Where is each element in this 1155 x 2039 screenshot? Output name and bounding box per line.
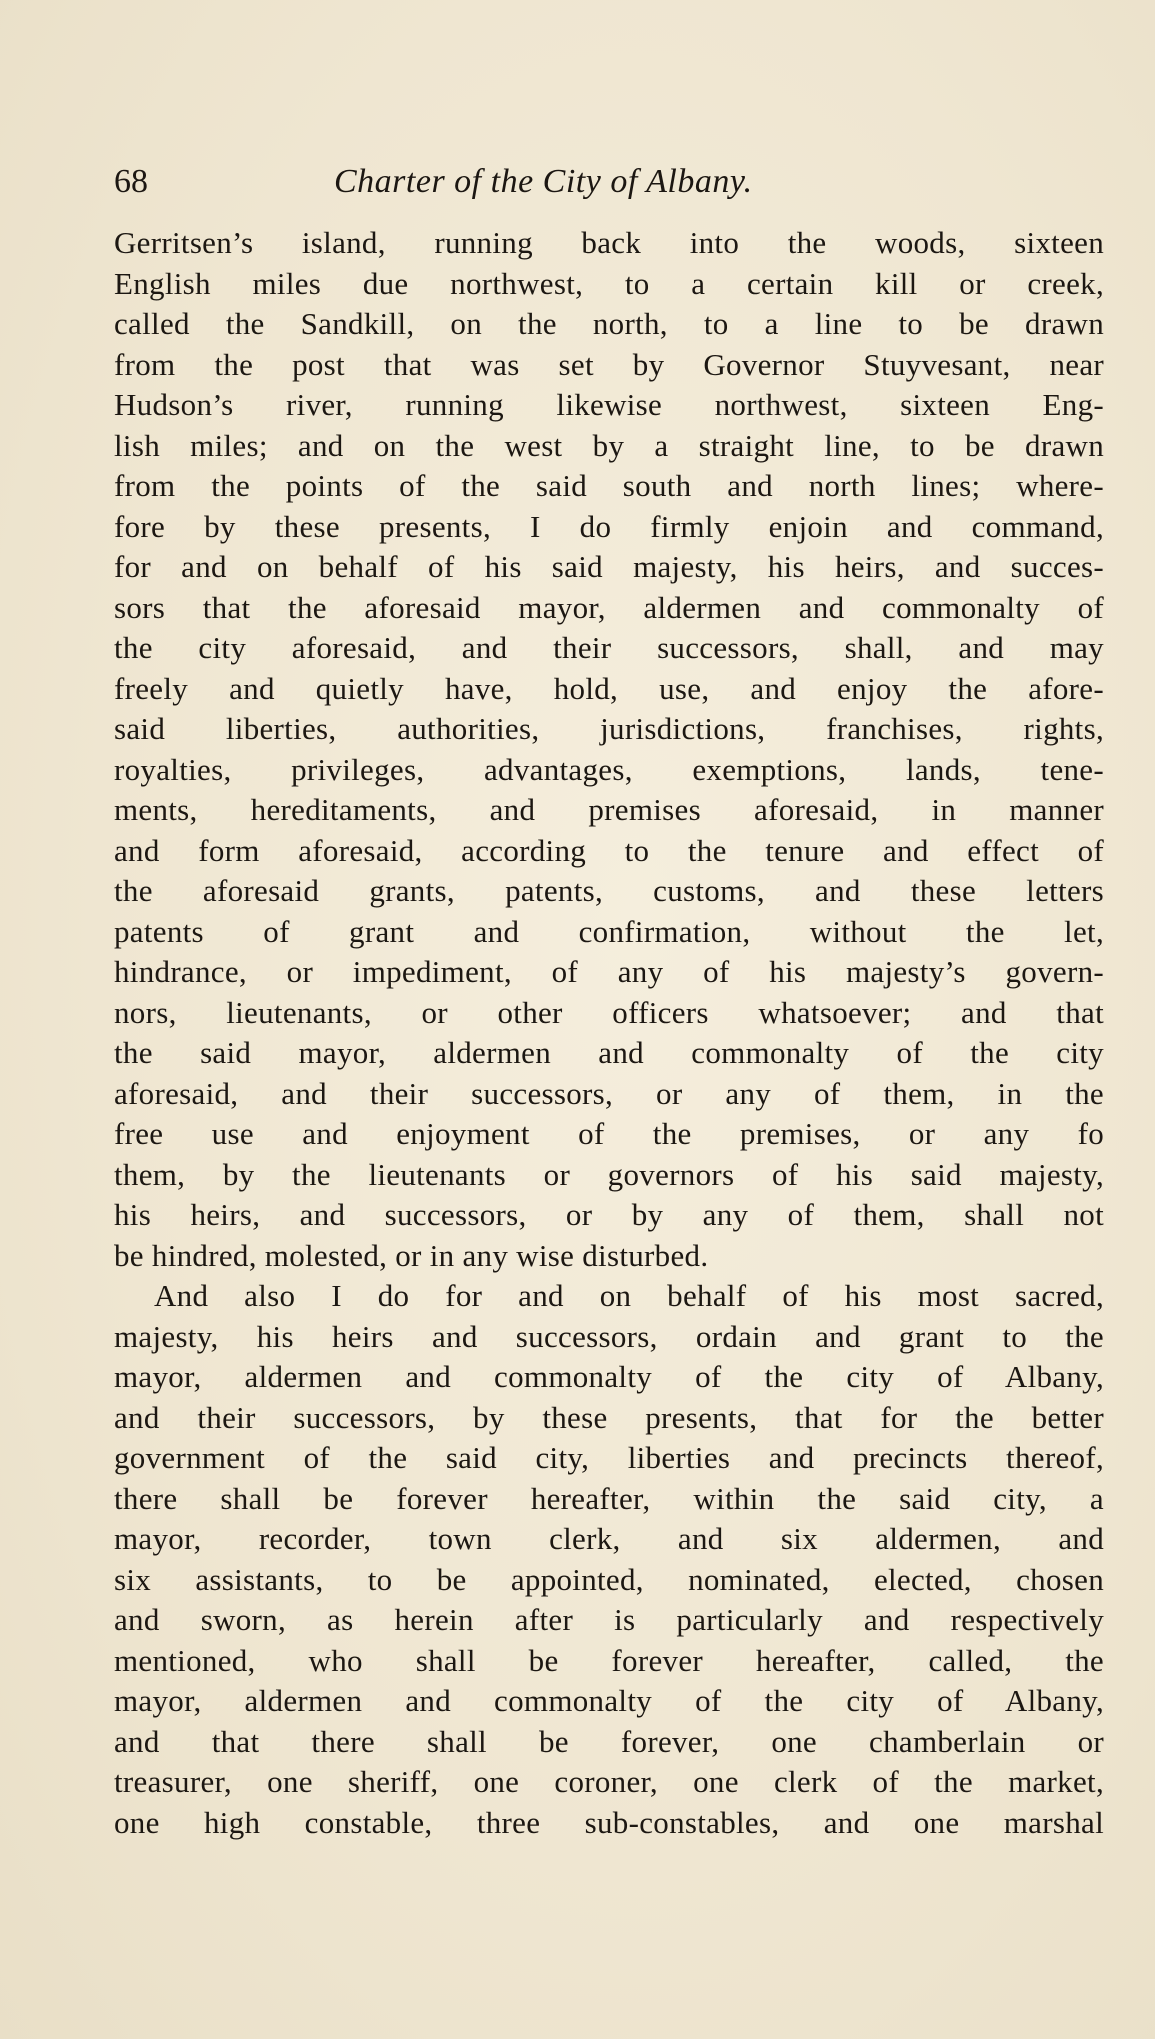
text-line: for and on behalf of his said majesty, his heirs, and succes-: [114, 549, 1104, 584]
body-text: [114, 223, 1104, 1843]
page-number: 68: [114, 163, 148, 200]
text-line: government of the said city, liberties and precincts thereof,: [114, 1440, 1104, 1475]
text-line: sors that the aforesaid mayor, aldermen and commonalty of: [114, 589, 1104, 625]
text-line: from the post that was set by Governor Stuyvesant, near: [114, 346, 1104, 382]
text-line: said liberties, authorities, jurisdictions, franchises, rights,: [114, 711, 1104, 746]
text-line: mayor, aldermen and commonalty of the city of Albany,: [114, 1359, 1104, 1394]
text-line: lish miles; and on the west by a straight line, to be drawn: [114, 427, 1104, 463]
text-line: Hudson’s river, running likewise northwest, sixteen Eng-: [114, 387, 1104, 422]
text-line: his heirs, and successors, or by any of them, shall not: [114, 1197, 1104, 1232]
text-line: majesty, his heirs and successors, ordain and grant to the: [114, 1318, 1104, 1354]
text-line: called the Sandkill, on the north, to a line to be drawn: [114, 306, 1104, 341]
text-line: aforesaid, and their successors, or any of them, in the: [114, 1075, 1104, 1111]
text-line: ments, hereditaments, and premises aforesaid, in manner: [114, 792, 1104, 827]
text-line: freely and quietly have, hold, use, and enjoy the afore-: [114, 670, 1104, 706]
text-line: and their successors, by these presents, that for the better: [114, 1399, 1104, 1435]
running-title: Charter of the City of Albany.: [334, 163, 753, 200]
text-line: the aforesaid grants, patents, customs, and these letters: [114, 873, 1104, 908]
text-line: free use and enjoyment of the premises, or any fo: [114, 1116, 1104, 1151]
text-line: treasurer, one sheriff, one coroner, one clerk of the market,: [114, 1764, 1104, 1799]
text-line: And also I do for and on behalf of his most sacred,: [154, 1278, 1104, 1313]
text-line: them, by the lieutenants or governors of his said majesty,: [114, 1156, 1104, 1192]
text-line: nors, lieutenants, or other officers whatsoever; and that: [114, 994, 1104, 1030]
running-head: [114, 158, 1104, 206]
text-line: there shall be forever hereafter, within the said city, a: [114, 1480, 1104, 1516]
text-line: English miles due northwest, to a certain kill or creek,: [114, 265, 1104, 301]
text-line: hindrance, or impediment, of any of his majesty’s govern-: [114, 954, 1104, 989]
text-line: and form aforesaid, according to the tenure and effect of: [114, 832, 1104, 868]
text-line: six assistants, to be appointed, nominated, elected, chosen: [114, 1561, 1104, 1597]
text-line: Gerritsen’s island, running back into the woods, sixteen: [114, 225, 1104, 260]
text-line: patents of grant and confirmation, without the let,: [114, 913, 1104, 949]
text-line: and that there shall be forever, one chamberlain or: [114, 1723, 1104, 1759]
text-line: royalties, privileges, advantages, exemptions, lands, tene-: [114, 751, 1104, 787]
text-line: the said mayor, aldermen and commonalty of the city: [114, 1035, 1104, 1070]
text-line: mayor, aldermen and commonalty of the city of Albany,: [114, 1683, 1104, 1718]
text-line: fore by these presents, I do firmly enjoin and command,: [114, 508, 1104, 544]
text-line: mentioned, who shall be forever hereafter, called, the: [114, 1642, 1104, 1678]
text-line: the city aforesaid, and their successors, shall, and may: [114, 630, 1104, 665]
text-line: one high constable, three sub-constables, and one marshal: [114, 1804, 1104, 1840]
text-line: be hindred, molested, or in any wise disturbed.: [114, 1237, 709, 1273]
text-line: and sworn, as herein after is particularly and respectively: [114, 1602, 1104, 1637]
text-line: from the points of the said south and north lines; where-: [114, 468, 1104, 503]
text-line: mayor, recorder, town clerk, and six aldermen, and: [114, 1521, 1104, 1556]
